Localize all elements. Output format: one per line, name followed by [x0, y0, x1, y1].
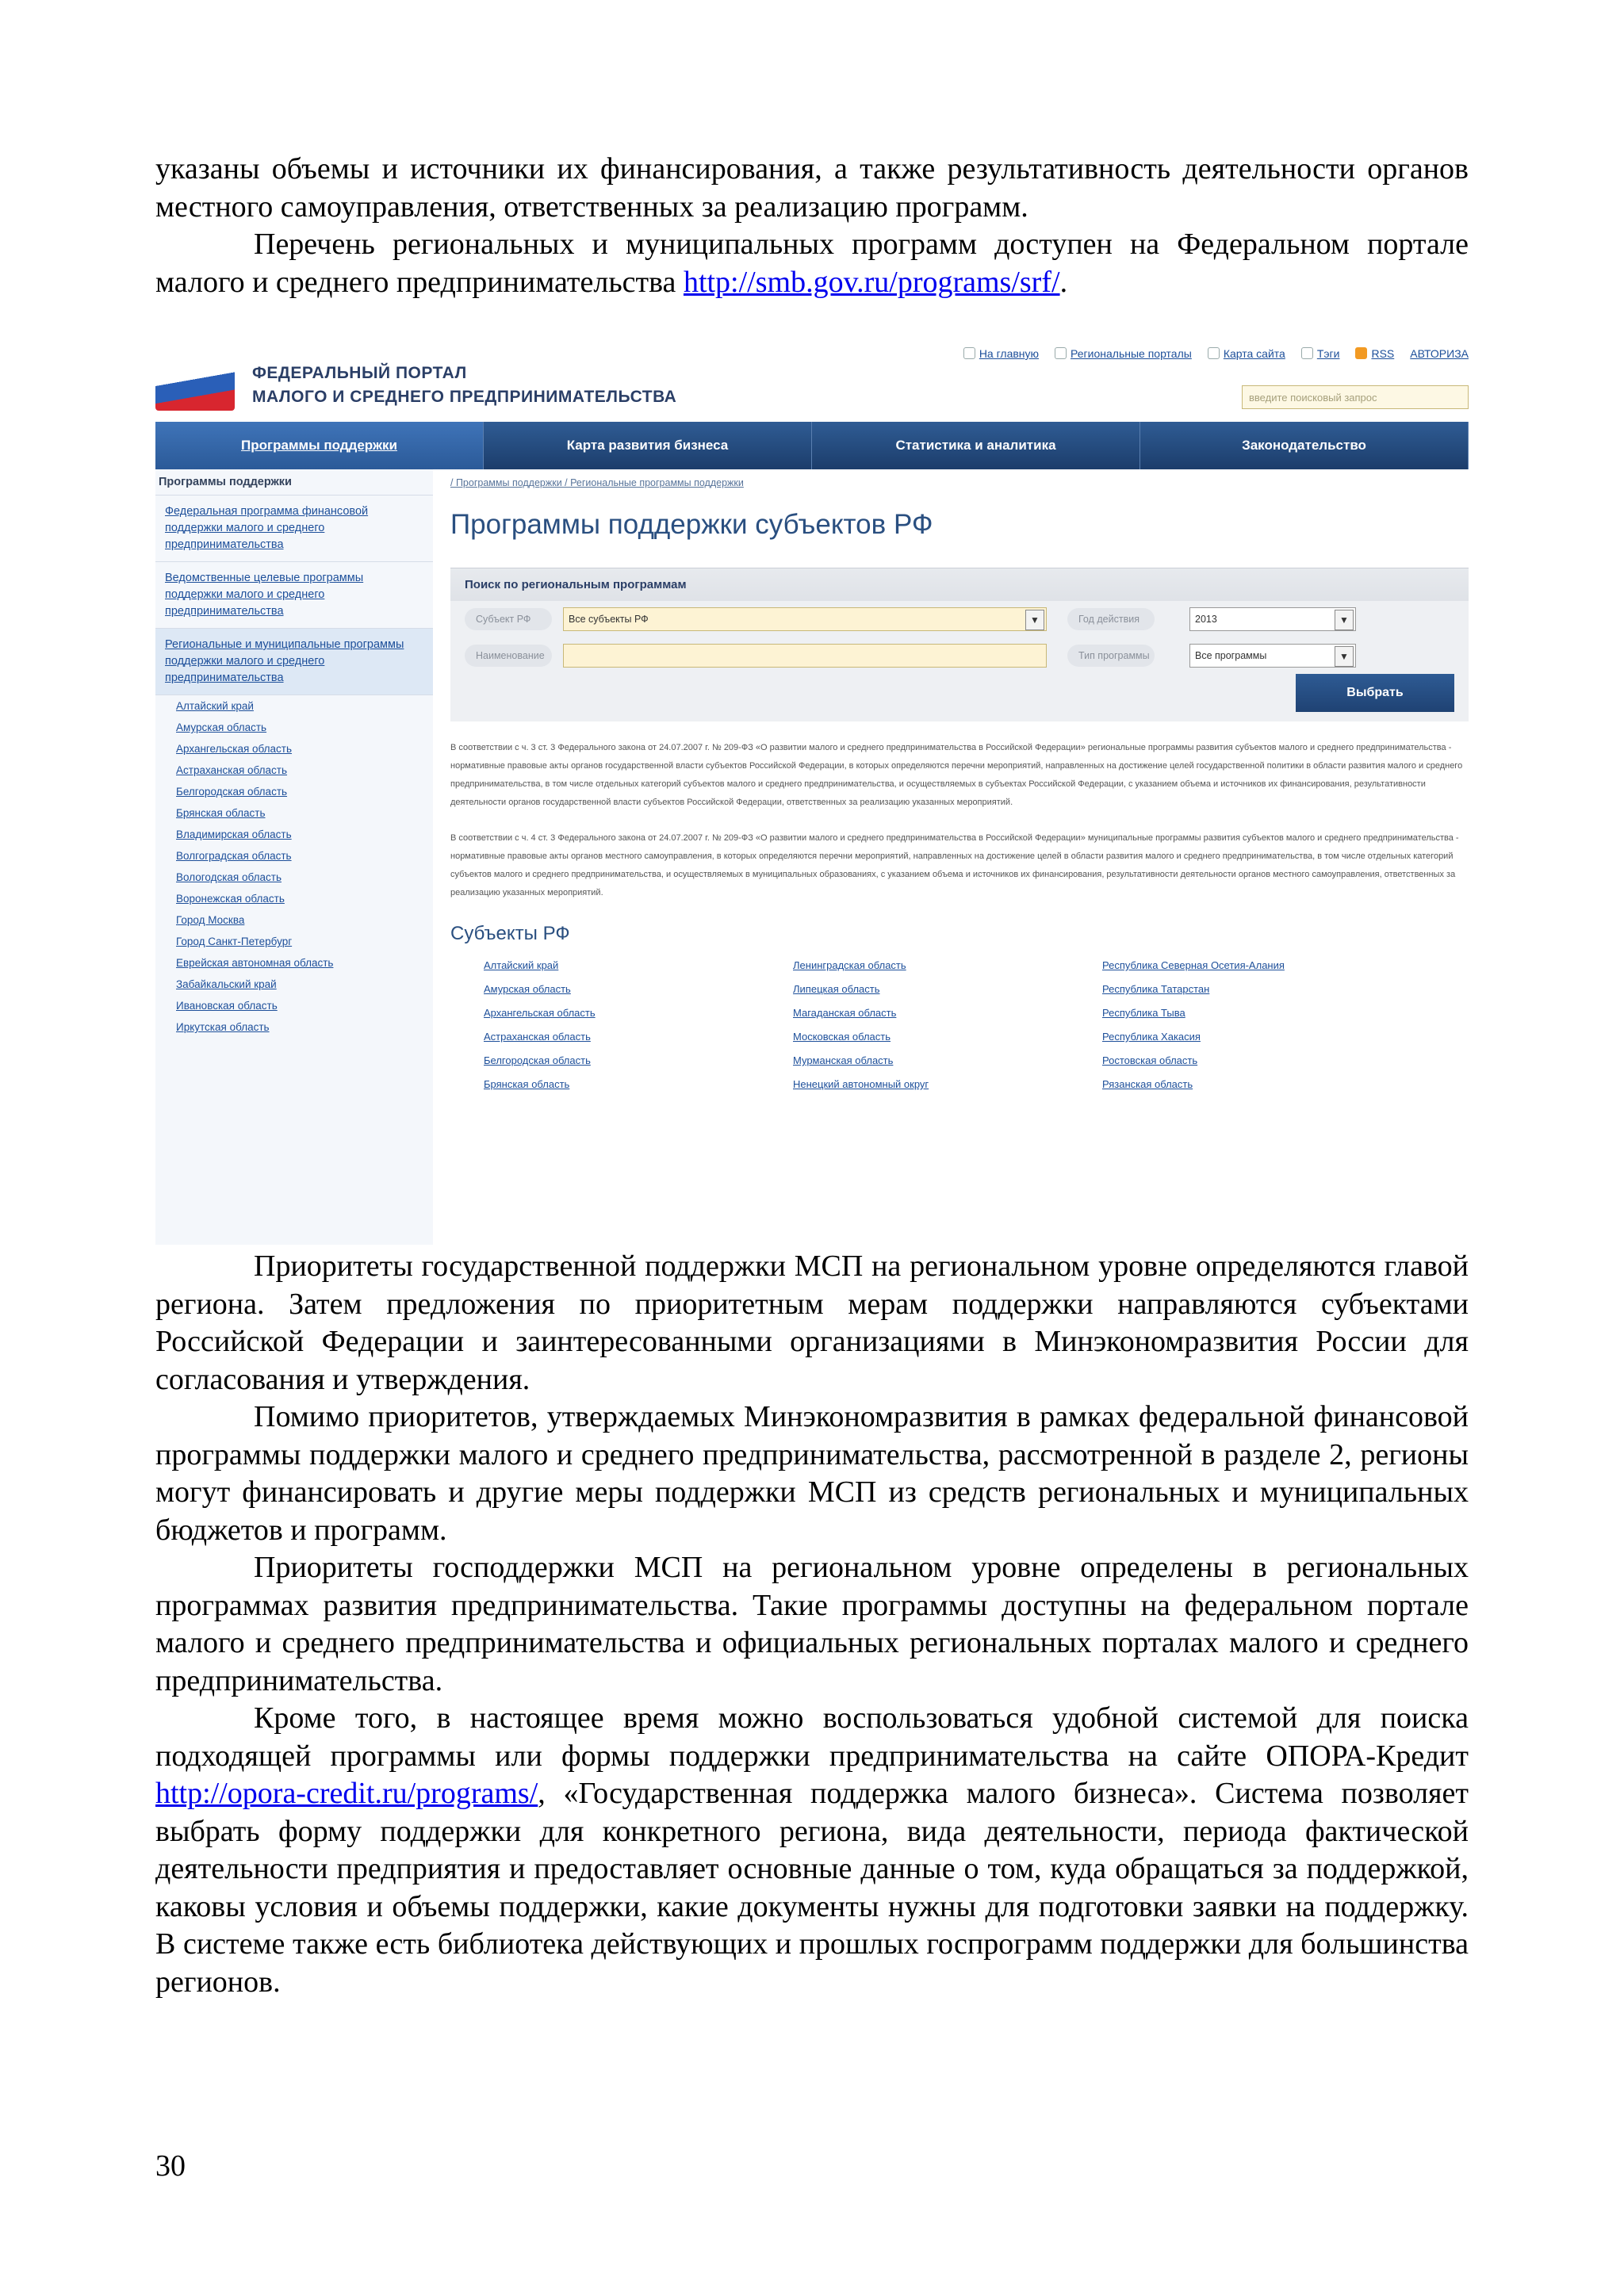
portal-screenshot — [155, 333, 1469, 1245]
subject-link[interactable]: Ленинградская область — [793, 959, 906, 971]
home-link[interactable]: На главную — [963, 347, 1039, 360]
sidebar-region-item[interactable]: Город Санкт-Петербург — [176, 936, 293, 947]
sidebar-region-item[interactable]: Волгоградская область — [176, 850, 292, 862]
subject-link[interactable]: Республика Татарстан — [1102, 983, 1210, 995]
tags-link[interactable]: Тэги — [1301, 347, 1340, 360]
type-label: Тип программы — [1067, 645, 1155, 667]
subject-link[interactable]: Ростовская область — [1102, 1054, 1198, 1066]
body-paragraph-4: Помимо приоритетов, утверждаемых Минэкономразвития в рамках федеральной финансовой программы поддержки малого и среднего предпринимательства, рассмотренной в разделе 2, регионы могут финансировать и другие меры поддержки МСП из средств региональных и муниципальных бюджетов и программ. — [155, 1400, 1469, 1547]
rss-icon — [1355, 347, 1367, 359]
nav-legislation[interactable]: Законодательство — [1140, 422, 1469, 469]
sidebar-region-item[interactable]: Иркутская область — [176, 1021, 270, 1033]
sidebar-region-item[interactable]: Алтайский край — [176, 700, 254, 712]
subject-link[interactable]: Республика Хакасия — [1102, 1031, 1201, 1043]
intro-paragraph-1: указаны объемы и источники их финансирования, а также результативность деятельности органов местного самоуправления, ответственных за реализацию программ. — [155, 152, 1469, 224]
select-button[interactable]: Выбрать — [1296, 674, 1454, 712]
nav-support-programs[interactable]: Программы поддержки — [155, 422, 484, 469]
law-paragraph-1: В соответствии с ч. 3 ст. 3 Федерального закона от 24.07.2007 г. № 209-ФЗ «О развитии малого и среднего предпринимательства в Российской Федерации» региональные программы развития субъектов малого и среднего предпринимательства - нормативные правовые акты органов государственной власти субъектов Российской Федерации, в которых определяются перечни мероприятий, направленных на достижение целей государственной политики в области развития малого и среднего предпринимательства, в том числе отдельных категорий субъектов малого и среднего предпринимательства, и осуществляемых в субъектах Российской Федерации, с указанием объема и источников их финансирования, результативности деятельности органов государственной власти субъектов Российской Федерации, ответственных за реализацию указанных мероприятий. — [450, 743, 1463, 807]
chevron-down-icon: ▼ — [1335, 646, 1354, 667]
subject-select[interactable]: Все субъекты РФ ▼ — [563, 607, 1047, 631]
subject-link[interactable]: Липецкая область — [793, 983, 880, 995]
intro-text — [155, 151, 1469, 301]
subject-link[interactable]: Ненецкий автономный округ — [793, 1078, 929, 1090]
portal-logo-text: ФЕДЕРАЛЬНЫЙ ПОРТАЛ МАЛОГО И СРЕДНЕГО ПРЕДПРИНИМАТЕЛЬСТВА — [252, 364, 677, 406]
chevron-down-icon: ▼ — [1335, 610, 1354, 630]
portal-main-content — [433, 469, 1469, 1245]
subject-link[interactable]: Магаданская область — [793, 1007, 897, 1019]
sidebar-region-list — [155, 695, 433, 1038]
body-text — [155, 1248, 1469, 2001]
subject-link[interactable]: Алтайский край — [484, 959, 559, 971]
body-paragraph-3: Приоритеты государственной поддержки МСП на региональном уровне определяются главой региона. Затем предложения по приоритетным мерам поддержки направляются субъектами Российской Федерации и заинтересованными организациями в Минэкономразвития России для согласования и утверждения. — [155, 1249, 1469, 1396]
subject-link[interactable]: Рязанская область — [1102, 1078, 1193, 1090]
intro-paragraph-2: Перечень региональных и муниципальных программ доступен на Федеральном портале малого и среднего предпринимательства http://smb.gov.ru/programs/srf/. — [155, 228, 1469, 299]
tags-icon — [1301, 347, 1313, 359]
sidebar-item-federal[interactable]: Федеральная программа финансовой поддержки малого и среднего предпринимательства — [155, 496, 433, 562]
year-select[interactable]: 2013 ▼ — [1189, 607, 1356, 631]
subjects-grid — [450, 959, 1469, 1090]
chevron-down-icon: ▼ — [1025, 610, 1044, 630]
sitemap-icon — [1208, 347, 1220, 359]
sitemap-link[interactable]: Карта сайта — [1208, 347, 1285, 360]
sidebar-region-item[interactable]: Ивановская область — [176, 1000, 278, 1012]
year-label: Год действия — [1067, 608, 1155, 630]
regional-portals-link[interactable]: Региональные порталы — [1055, 347, 1192, 360]
sidebar-region-item[interactable]: Воронежская область — [176, 893, 285, 905]
subject-link[interactable]: Московская область — [793, 1031, 891, 1043]
breadcrumb[interactable]: / Программы поддержки / Региональные программы поддержки — [450, 477, 744, 488]
search-panel — [450, 568, 1469, 721]
name-input[interactable] — [563, 644, 1047, 668]
subject-link[interactable]: Республика Тыва — [1102, 1007, 1185, 1019]
sidebar-region-item[interactable]: Архангельская область — [176, 743, 293, 755]
portal-main-nav — [155, 422, 1469, 469]
portals-icon — [1055, 347, 1067, 359]
sidebar-region-item[interactable]: Белгородская область — [176, 786, 288, 798]
subject-link[interactable]: Мурманская область — [793, 1054, 894, 1066]
subject-link[interactable]: Архангельская область — [484, 1007, 596, 1019]
type-select[interactable]: Все программы ▼ — [1189, 644, 1356, 668]
body-paragraph-6: Кроме того, в настоящее время можно воспользоваться удобной системой для поиска подходящей программы или формы поддержки предпринимательства на сайте ОПОРА-Кредит http://opora-credit.ru/programs/, «Государственная поддержка малого бизнеса». Система позволяет выбрать форму поддержки для конкретного региона, вида деятельности, периода фактической деятельности предприятия и предоставляет основные данные о том, куда обращаться за поддержкой, каковы условия и объемы поддержки, какие документы нужны для подготовки заявки на поддержку. В системе также есть библиотека действующих и прошлых госпрограмм поддержки для большинства регионов. — [155, 1701, 1469, 1999]
nav-business-map[interactable]: Карта развития бизнеса — [484, 422, 812, 469]
smb-portal-link[interactable]: http://smb.gov.ru/programs/srf/ — [683, 265, 1060, 299]
sidebar-region-item[interactable]: Вологодская область — [176, 871, 282, 883]
subject-link[interactable]: Республика Северная Осетия-Алания — [1102, 959, 1285, 971]
page-number: 30 — [155, 2149, 186, 2183]
subject-link[interactable]: Белгородская область — [484, 1054, 591, 1066]
sidebar-region-item[interactable]: Еврейская автономная область — [176, 957, 334, 969]
body-paragraph-5: Приоритеты господдержки МСП на региональном уровне определены в региональных программах развития предпринимательства. Такие программы доступны на федеральном портале малого и среднего предпринимательства и официальных региональных порталах малого и среднего предпринимательства. — [155, 1551, 1469, 1697]
portal-header — [155, 333, 1469, 422]
flag-logo-icon — [155, 366, 235, 411]
nav-statistics[interactable]: Статистика и аналитика — [812, 422, 1140, 469]
sidebar-region-item[interactable]: Амурская область — [176, 721, 267, 733]
name-label: Наименование — [465, 645, 552, 667]
sidebar-item-departmental[interactable]: Ведомственные целевые программы поддержки малого и среднего предпринимательства — [155, 562, 433, 629]
law-paragraph-2: В соответствии с ч. 4 ст. 3 Федерального закона от 24.07.2007 г. № 209-ФЗ «О развитии малого и среднего предпринимательства в Российской Федерации» муниципальные программы развития субъектов малого и среднего предпринимательства - нормативные правовые акты органов местного самоуправления, в которых определяются перечни мероприятий, направленных на достижение целей в области развития малого и среднего предпринимательства, в том числе отдельных категорий субъектов малого и среднего предпринимательства, и осуществляемых в муниципальных образованиях, с указанием объема и источников их финансирования, результативности деятельности органов местного самоуправления, ответственных за реализацию указанных мероприятий. — [450, 833, 1459, 897]
sidebar-region-item[interactable]: Брянская область — [176, 807, 266, 819]
sidebar-region-item[interactable]: Владимирская область — [176, 828, 292, 840]
opora-credit-link[interactable]: http://opora-credit.ru/programs/ — [155, 1777, 538, 1810]
sidebar-region-item[interactable]: Астраханская область — [176, 764, 288, 776]
search-panel-title[interactable]: Поиск по региональным программам — [450, 568, 1469, 601]
portal-search-input[interactable]: введите поисковый запрос — [1242, 385, 1469, 409]
sidebar-region-item[interactable]: Забайкальский край — [176, 978, 277, 990]
sidebar-title: Программы поддержки — [155, 469, 433, 496]
portal-top-links — [963, 347, 1469, 360]
subject-link[interactable]: Амурская область — [484, 983, 571, 995]
sidebar-region-item[interactable]: Город Москва — [176, 914, 245, 926]
subject-link[interactable]: Астраханская область — [484, 1031, 591, 1043]
subject-link[interactable]: Брянская область — [484, 1078, 570, 1090]
subjects-heading: Субъекты РФ — [450, 923, 570, 944]
home-icon — [963, 347, 975, 359]
rss-link[interactable]: RSS — [1355, 347, 1394, 360]
login-link[interactable]: АВТОРИЗА — [1410, 347, 1469, 360]
portal-sidebar — [155, 469, 433, 1245]
page-title: Программы поддержки субъектов РФ — [450, 509, 933, 540]
sidebar-item-regional[interactable]: Региональные и муниципальные программы поддержки малого и среднего предпринимательства — [155, 629, 433, 695]
subject-label: Субъект РФ — [465, 608, 552, 630]
